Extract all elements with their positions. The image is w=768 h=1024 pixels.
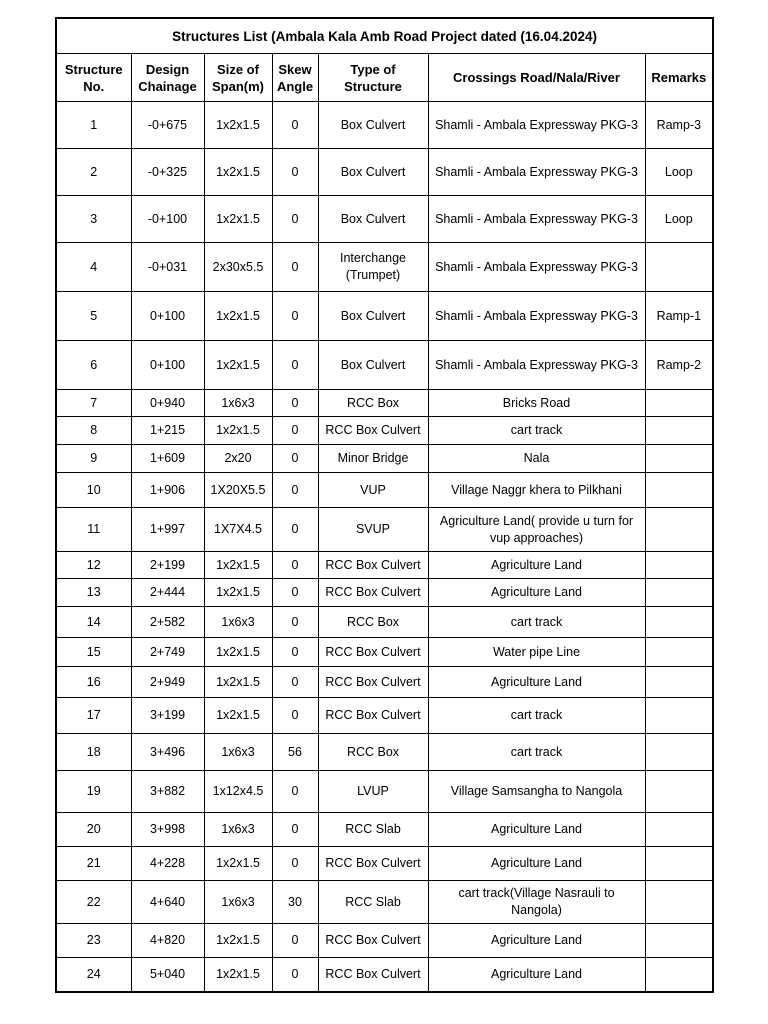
table-row [56,508,713,552]
cell-remarks [645,552,713,579]
cell-span-size: 1X7X4.5 [204,508,272,552]
cell-crossing: Agriculture Land( provide u turn for vup approaches) [428,508,645,552]
table-row [56,102,713,149]
table-body [56,102,713,992]
cell-design-chainage: 1+609 [131,445,204,473]
cell-span-size: 1x2x1.5 [204,149,272,196]
cell-remarks [645,881,713,924]
cell-design-chainage: 4+228 [131,847,204,881]
cell-skew-angle: 0 [272,417,318,445]
cell-structure-no: 3 [56,196,131,243]
cell-span-size: 1x2x1.5 [204,552,272,579]
header-row [56,54,713,102]
cell-design-chainage: 3+998 [131,813,204,847]
cell-remarks [645,958,713,992]
cell-structure-no: 24 [56,958,131,992]
cell-remarks [645,579,713,607]
cell-structure-type: RCC Box [318,607,428,638]
cell-structure-no: 11 [56,508,131,552]
cell-span-size: 2x30x5.5 [204,243,272,292]
cell-structure-no: 21 [56,847,131,881]
cell-remarks: Ramp-3 [645,102,713,149]
cell-span-size: 1x2x1.5 [204,698,272,734]
cell-structure-type: RCC Box Culvert [318,698,428,734]
table-row [56,149,713,196]
cell-structure-no: 8 [56,417,131,445]
cell-structure-no: 16 [56,667,131,698]
cell-crossing: Bricks Road [428,390,645,417]
cell-crossing: cart track [428,734,645,771]
cell-span-size: 1x2x1.5 [204,847,272,881]
cell-crossing: Nala [428,445,645,473]
cell-crossing: Village Naggr khera to Pilkhani [428,473,645,508]
cell-span-size: 1x12x4.5 [204,771,272,813]
cell-crossing: Agriculture Land [428,579,645,607]
cell-remarks [645,813,713,847]
cell-remarks [645,607,713,638]
cell-crossing: Village Samsangha to Nangola [428,771,645,813]
cell-skew-angle: 0 [272,473,318,508]
cell-crossing: Shamli - Ambala Expressway PKG-3 [428,292,645,341]
cell-remarks [645,508,713,552]
cell-design-chainage: 2+199 [131,552,204,579]
cell-design-chainage: 1+215 [131,417,204,445]
cell-crossing: Shamli - Ambala Expressway PKG-3 [428,341,645,390]
cell-crossing: cart track [428,698,645,734]
cell-remarks: Loop [645,196,713,243]
cell-remarks [645,445,713,473]
cell-structure-type: RCC Box Culvert [318,924,428,958]
cell-span-size: 1x6x3 [204,607,272,638]
cell-structure-type: RCC Box Culvert [318,552,428,579]
table-row [56,638,713,667]
cell-design-chainage: 4+640 [131,881,204,924]
cell-remarks [645,924,713,958]
cell-remarks: Loop [645,149,713,196]
cell-skew-angle: 0 [272,508,318,552]
cell-span-size: 1x2x1.5 [204,417,272,445]
cell-skew-angle: 0 [272,698,318,734]
cell-crossing: Shamli - Ambala Expressway PKG-3 [428,102,645,149]
cell-span-size: 1x2x1.5 [204,292,272,341]
cell-structure-type: SVUP [318,508,428,552]
cell-structure-no: 2 [56,149,131,196]
cell-skew-angle: 0 [272,638,318,667]
cell-skew-angle: 56 [272,734,318,771]
cell-crossing: Agriculture Land [428,924,645,958]
cell-structure-type: Box Culvert [318,196,428,243]
table-row [56,417,713,445]
header-crossings: Crossings Road/Nala/River [428,54,645,102]
cell-structure-no: 17 [56,698,131,734]
cell-structure-type: Interchange (Trumpet) [318,243,428,292]
cell-span-size: 1x2x1.5 [204,667,272,698]
header-skew-angle: Skew Angle [272,54,318,102]
cell-skew-angle: 0 [272,847,318,881]
cell-structure-no: 12 [56,552,131,579]
table-row [56,473,713,508]
cell-structure-no: 15 [56,638,131,667]
cell-remarks [645,734,713,771]
table-title: Structures List (Ambala Kala Amb Road Project dated (16.04.2024) [56,18,713,54]
table-row [56,958,713,992]
cell-structure-type: VUP [318,473,428,508]
structures-table [55,17,714,993]
cell-structure-type: RCC Box [318,390,428,417]
table-row [56,552,713,579]
cell-design-chainage: 2+749 [131,638,204,667]
cell-design-chainage: -0+675 [131,102,204,149]
cell-design-chainage: 2+949 [131,667,204,698]
table-row [56,667,713,698]
cell-structure-no: 7 [56,390,131,417]
cell-skew-angle: 30 [272,881,318,924]
cell-skew-angle: 0 [272,552,318,579]
cell-remarks [645,473,713,508]
cell-structure-type: RCC Box Culvert [318,638,428,667]
cell-crossing: cart track(Village Nasrauli to Nangola) [428,881,645,924]
cell-structure-no: 18 [56,734,131,771]
header-structure-no: Structure No. [56,54,131,102]
cell-crossing: Shamli - Ambala Expressway PKG-3 [428,149,645,196]
cell-remarks [645,771,713,813]
cell-remarks [645,390,713,417]
cell-span-size: 1X20X5.5 [204,473,272,508]
cell-design-chainage: 1+997 [131,508,204,552]
cell-remarks: Ramp-2 [645,341,713,390]
cell-structure-no: 9 [56,445,131,473]
cell-structure-no: 5 [56,292,131,341]
cell-crossing: Water pipe Line [428,638,645,667]
cell-span-size: 1x6x3 [204,813,272,847]
cell-structure-no: 1 [56,102,131,149]
cell-crossing: Agriculture Land [428,958,645,992]
cell-span-size: 1x2x1.5 [204,196,272,243]
cell-structure-type: RCC Slab [318,813,428,847]
cell-crossing: cart track [428,607,645,638]
cell-crossing: Shamli - Ambala Expressway PKG-3 [428,243,645,292]
cell-structure-type: Box Culvert [318,341,428,390]
cell-remarks: Ramp-1 [645,292,713,341]
table-row [56,579,713,607]
cell-skew-angle: 0 [272,924,318,958]
cell-skew-angle: 0 [272,341,318,390]
cell-structure-type: Minor Bridge [318,445,428,473]
cell-structure-type: RCC Box Culvert [318,847,428,881]
header-type-of-structure: Type of Structure [318,54,428,102]
cell-skew-angle: 0 [272,149,318,196]
cell-structure-type: Box Culvert [318,292,428,341]
structures-sheet [55,17,712,993]
cell-skew-angle: 0 [272,243,318,292]
cell-span-size: 1x2x1.5 [204,958,272,992]
table-row [56,734,713,771]
cell-structure-type: RCC Box Culvert [318,417,428,445]
cell-design-chainage: 3+199 [131,698,204,734]
cell-design-chainage: 3+496 [131,734,204,771]
cell-skew-angle: 0 [272,196,318,243]
cell-design-chainage: 3+882 [131,771,204,813]
cell-design-chainage: -0+325 [131,149,204,196]
table-row [56,847,713,881]
cell-crossing: Agriculture Land [428,847,645,881]
table-row [56,292,713,341]
cell-span-size: 1x6x3 [204,390,272,417]
table-row [56,243,713,292]
cell-skew-angle: 0 [272,958,318,992]
cell-span-size: 1x6x3 [204,881,272,924]
cell-structure-type: RCC Box [318,734,428,771]
cell-span-size: 1x2x1.5 [204,924,272,958]
cell-remarks [645,698,713,734]
table-row [56,698,713,734]
cell-design-chainage: 2+444 [131,579,204,607]
cell-structure-no: 13 [56,579,131,607]
cell-structure-no: 10 [56,473,131,508]
cell-span-size: 1x2x1.5 [204,102,272,149]
cell-crossing: Agriculture Land [428,813,645,847]
cell-skew-angle: 0 [272,292,318,341]
cell-design-chainage: 0+100 [131,341,204,390]
table-row [56,607,713,638]
table-row [56,813,713,847]
cell-skew-angle: 0 [272,607,318,638]
cell-span-size: 1x2x1.5 [204,638,272,667]
cell-skew-angle: 0 [272,813,318,847]
cell-design-chainage: 0+940 [131,390,204,417]
header-size-of-span: Size of Span(m) [204,54,272,102]
header-design-chainage: Design Chainage [131,54,204,102]
cell-crossing: Agriculture Land [428,667,645,698]
cell-span-size: 1x2x1.5 [204,341,272,390]
cell-design-chainage: -0+100 [131,196,204,243]
table-row [56,341,713,390]
table-row [56,924,713,958]
table-row [56,390,713,417]
cell-structure-no: 23 [56,924,131,958]
title-row [56,18,713,54]
cell-structure-no: 22 [56,881,131,924]
table-row [56,196,713,243]
cell-crossing: cart track [428,417,645,445]
cell-skew-angle: 0 [272,102,318,149]
cell-structure-type: Box Culvert [318,149,428,196]
cell-structure-no: 14 [56,607,131,638]
cell-crossing: Agriculture Land [428,552,645,579]
cell-structure-type: RCC Box Culvert [318,667,428,698]
cell-structure-type: RCC Box Culvert [318,958,428,992]
cell-design-chainage: 5+040 [131,958,204,992]
cell-span-size: 2x20 [204,445,272,473]
cell-skew-angle: 0 [272,579,318,607]
table-row [56,881,713,924]
cell-skew-angle: 0 [272,771,318,813]
cell-design-chainage: -0+031 [131,243,204,292]
cell-structure-type: RCC Box Culvert [318,579,428,607]
cell-skew-angle: 0 [272,445,318,473]
cell-skew-angle: 0 [272,390,318,417]
cell-span-size: 1x6x3 [204,734,272,771]
cell-design-chainage: 1+906 [131,473,204,508]
cell-design-chainage: 0+100 [131,292,204,341]
cell-structure-no: 4 [56,243,131,292]
cell-design-chainage: 4+820 [131,924,204,958]
cell-structure-no: 20 [56,813,131,847]
header-remarks: Remarks [645,54,713,102]
cell-design-chainage: 2+582 [131,607,204,638]
cell-remarks [645,417,713,445]
cell-structure-no: 6 [56,341,131,390]
table-row [56,771,713,813]
cell-structure-type: LVUP [318,771,428,813]
cell-structure-type: RCC Slab [318,881,428,924]
cell-skew-angle: 0 [272,667,318,698]
cell-remarks [645,243,713,292]
cell-structure-no: 19 [56,771,131,813]
table-row [56,445,713,473]
cell-remarks [645,638,713,667]
cell-remarks [645,667,713,698]
cell-structure-type: Box Culvert [318,102,428,149]
cell-span-size: 1x2x1.5 [204,579,272,607]
cell-crossing: Shamli - Ambala Expressway PKG-3 [428,196,645,243]
cell-remarks [645,847,713,881]
